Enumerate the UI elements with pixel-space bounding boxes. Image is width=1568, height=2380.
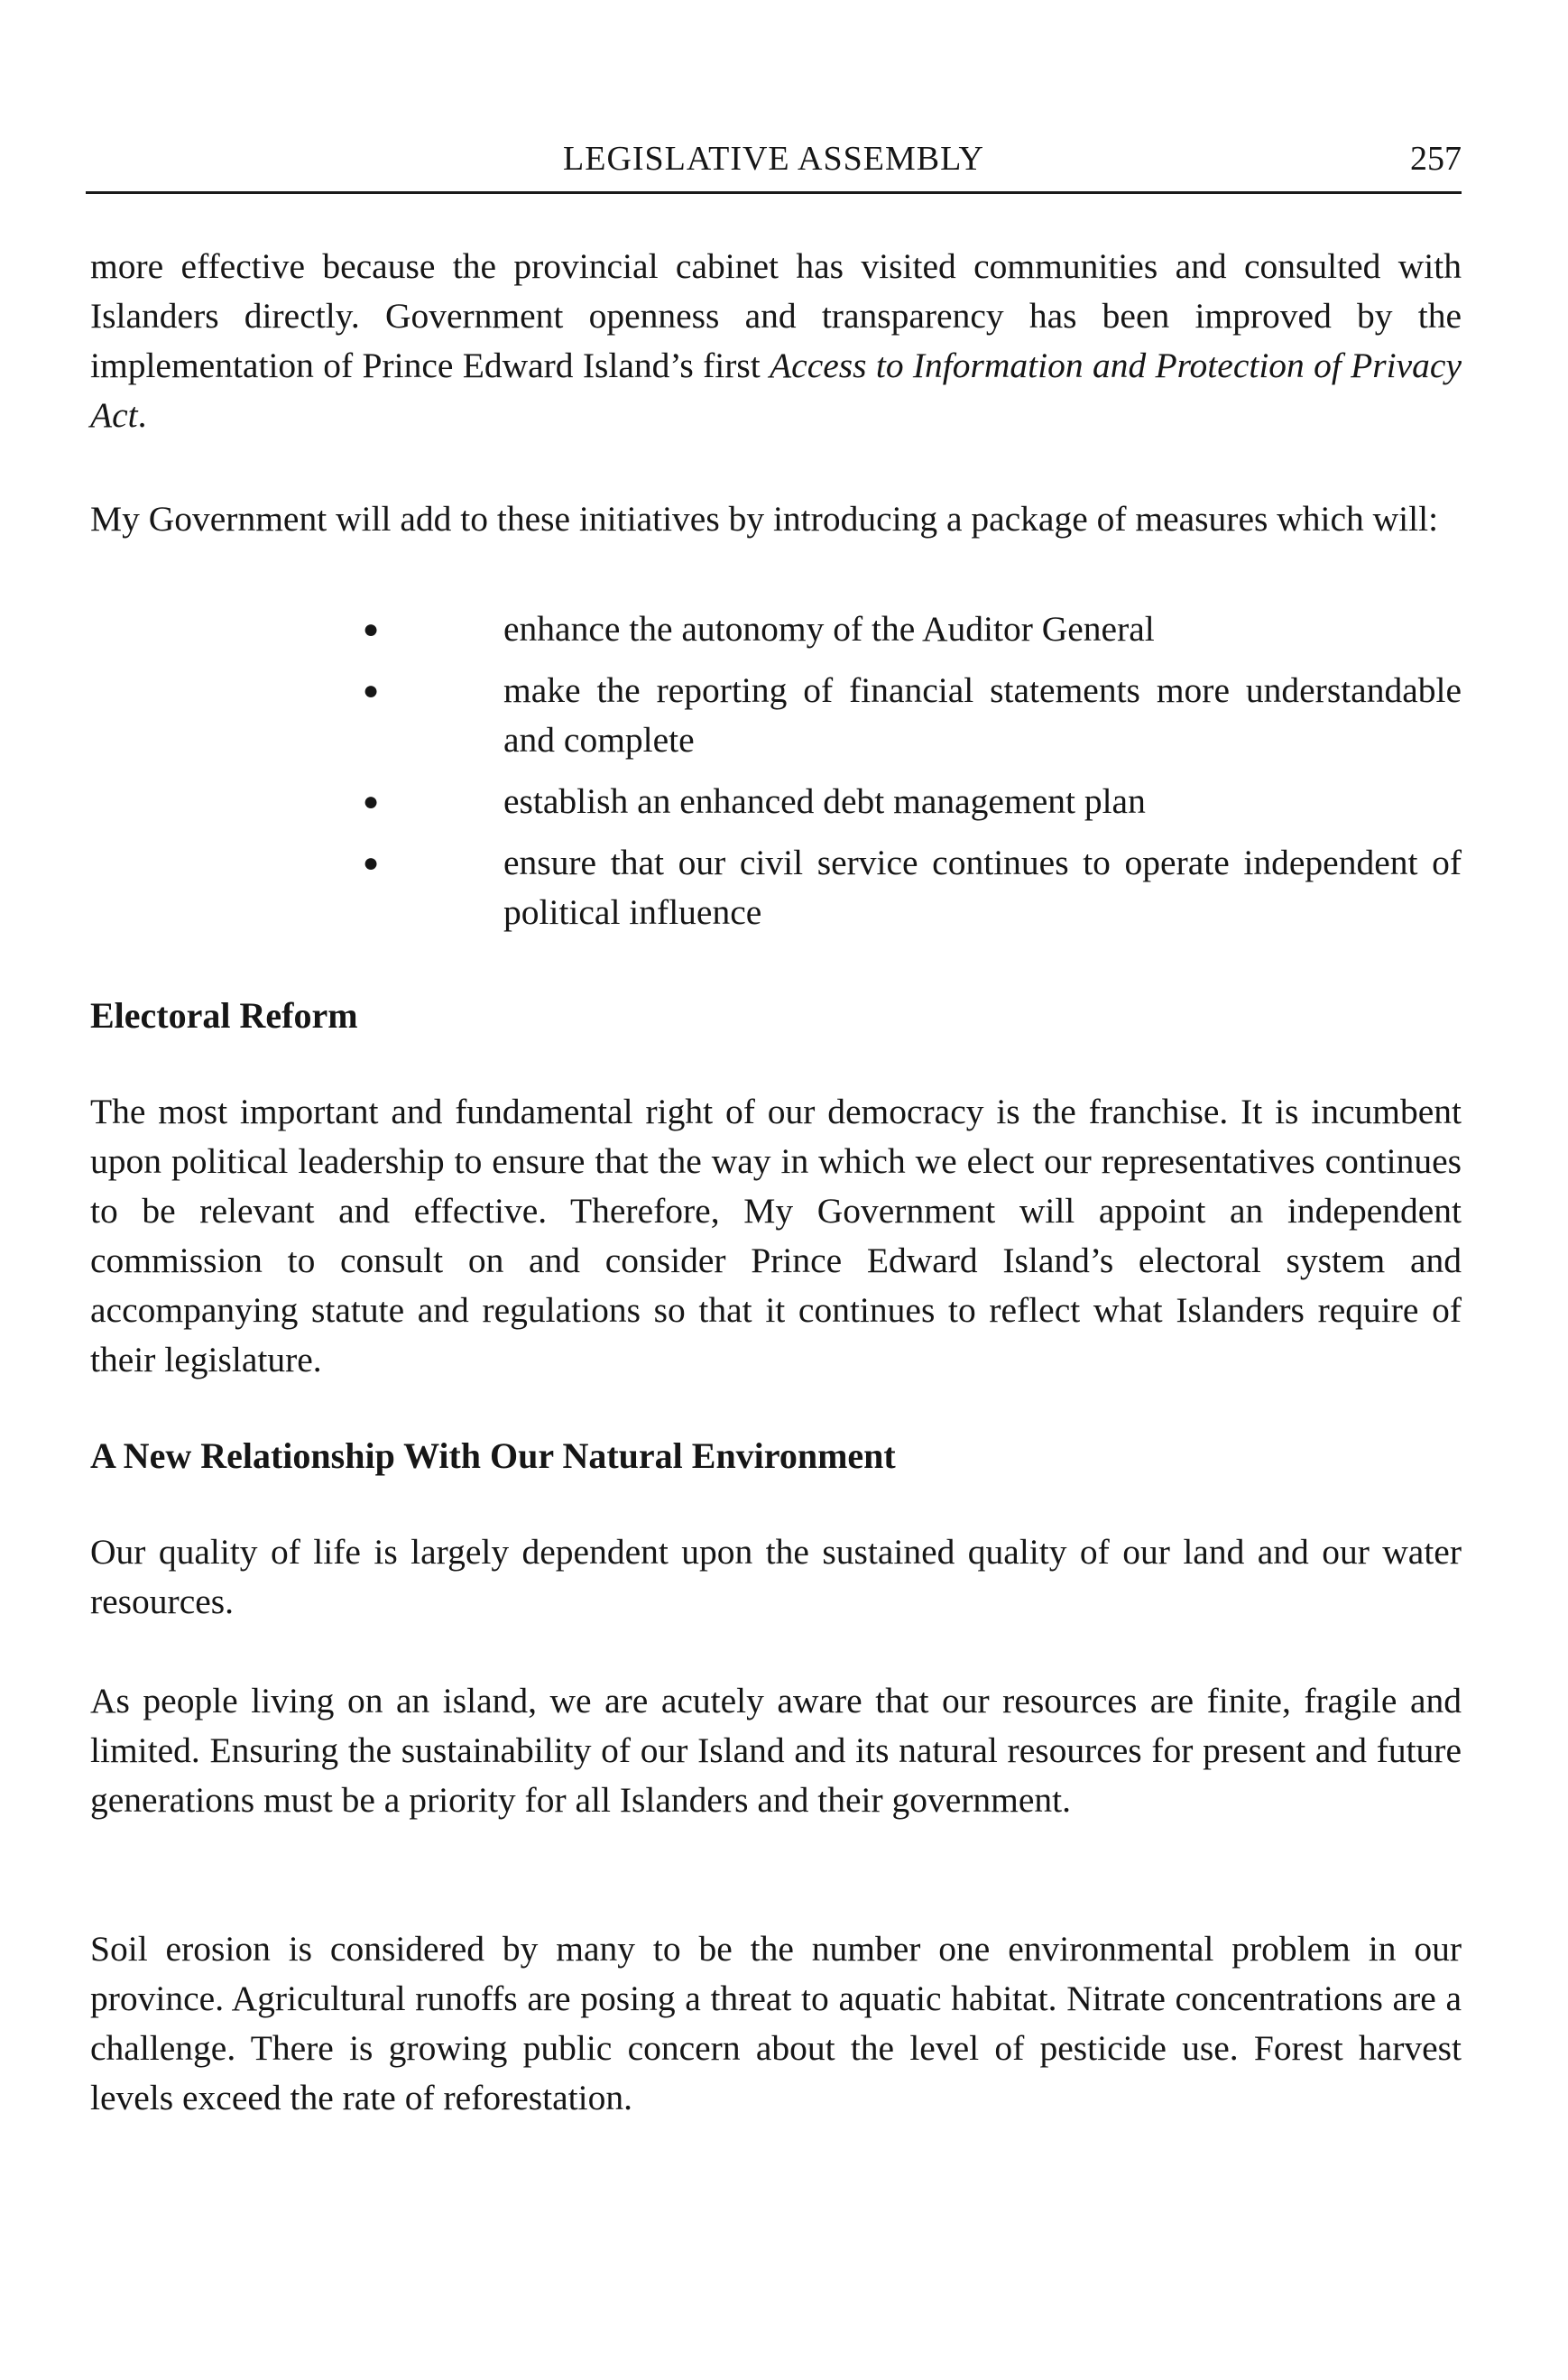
bullet-icon: ● (363, 787, 380, 816)
paragraph-soil-erosion: Soil erosion is considered by many to be the number one environmental problem in our province. Agricultural runoffs are posing a threat to aquatic habitat. Nitrate concentrations are a challenge. There is growing public concern about the level of pesticide use. Forest harvest levels exceed the rate of reforestation. (90, 1929, 1462, 2117)
list-item-text: enhance the autonomy of the Auditor General (503, 609, 1155, 649)
page-header (86, 134, 1462, 194)
page-number: 257 (1410, 140, 1462, 178)
list-item (90, 666, 1462, 765)
list-item-text: make the reporting of financial statements more understandable and complete (503, 670, 1462, 760)
list-item (90, 838, 1462, 937)
header-title: LEGISLATIVE ASSEMBLY (563, 140, 984, 178)
paragraph-electoral-reform: The most important and fundamental right of our democracy is the franchise. It is incumbent upon political leadership to ensure that the way in which we elect our representatives continues to be relevant and effective. Therefore, My Government will appoint an independent commission to consult on and consider Prince Edward Island’s electoral system and accompanying statute and regulations so that it continues to reflect what Islanders require of their legislature. (90, 1092, 1462, 1379)
paragraph-openness-end: . (137, 395, 147, 435)
list-item-text: establish an enhanced debt management plan (503, 781, 1146, 821)
heading-natural-environment: A New Relationship With Our Natural Environment (90, 1435, 896, 1476)
heading-electoral-reform: Electoral Reform (90, 995, 358, 1036)
paragraph-openness-text: more effective because the provincial cabinet has visited communities and consulted with Islanders directly. Government openness and transparency has been improved by the implementation of Prince Edward Island’s first (90, 246, 1462, 385)
bullet-icon: ● (363, 848, 380, 878)
list-item-text: ensure that our civil service continues to operate independent of political influence (503, 843, 1462, 932)
measures-list (90, 604, 1462, 949)
list-item (90, 777, 1462, 826)
paragraph-openness (90, 242, 1462, 440)
list-item (90, 604, 1462, 654)
act-title: Access to Information and Protection of Privacy Act (90, 346, 1462, 435)
bullet-icon: ● (363, 614, 380, 644)
paragraph-quality-of-life: Our quality of life is largely dependent upon the sustained quality of our land and our water resources. (90, 1532, 1462, 1621)
paragraph-measures-intro: My Government will add to these initiatives by introducing a package of measures which will: (90, 499, 1439, 539)
paragraph-island-resources: As people living on an island, we are acutely aware that our resources are finite, fragile and limited. Ensuring the sustainability of our Island and its natural resources for present and future generations must be a priority for all Islanders and their government. (90, 1681, 1462, 1820)
bullet-icon: ● (363, 676, 380, 706)
